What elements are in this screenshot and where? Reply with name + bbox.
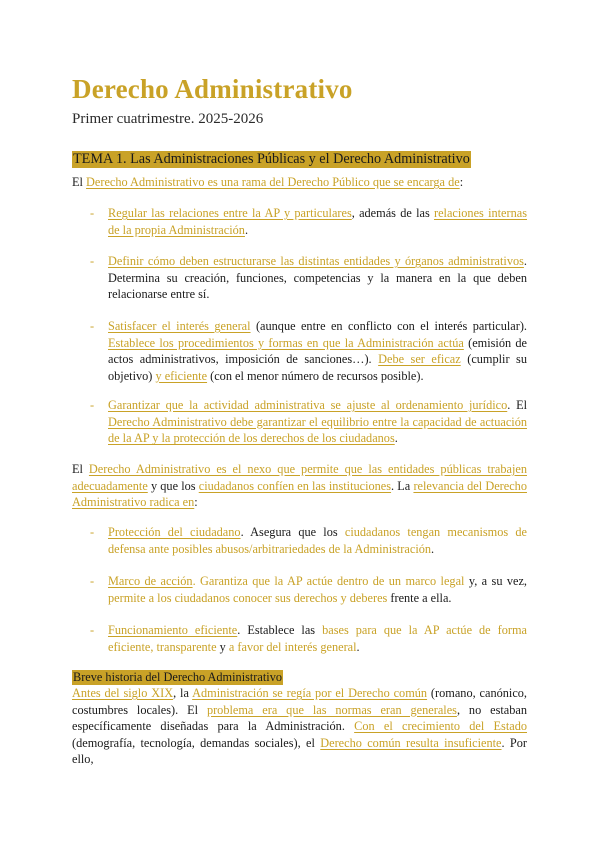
nexo-paragraph: El Derecho Administrativo es el nexo que permite que las entidades públicas trabajen adecuadamente y que los ciudadanos confíen en las instituciones. La relevancia del Derecho Administrativo radica en: [72,462,527,510]
list-item-funcionamiento: - Funcionamiento eficiente. Establece las bases para que la AP actúe de forma eficiente, transparente y a favor del interés general. [90,623,527,654]
list-item-garantizar: - Garantizar que la actividad administrativa se ajuste al ordenamiento jurídico. El Derecho Administrativo debe garantizar el equilibrio entre la capacidad de actuación de la AP y la protección de los derechos de los ciudadanos. [90,398,527,446]
bullet-dash: - [90,206,95,220]
document-subtitle: Primer cuatrimestre. 2025-2026 [72,111,264,127]
list-item-satisfacer: - Satisfacer el interés general (aunque entre en conflicto con el interés particular). Establece los procedimientos y formas en que la Administración actúa (emisión de actos administrativos, imposición de sanciones…). Debe ser eficaz (cumplir su objetivo) y eficiente (con el menor número de recursos posible). [90,319,527,383]
bullet-dash: - [90,398,95,412]
highlight-text: Derecho Administrativo es una rama del Derecho Público que se encarga de [86,175,460,189]
bullet-dash: - [90,574,95,588]
section-heading-history: Breve historia del Derecho Administrativo [73,670,282,684]
list-item-marco: - Marco de acción. Garantiza que la AP actúe dentro de un marco legal y, a su vez, permite a los ciudadanos conocer sus derechos y deberes frente a ella. [90,574,527,605]
history-paragraph: Antes del siglo XIX, la Administración se regía por el Derecho común (romano, canónico, costumbres locales). El problema era que las normas eran generales, no estaban específicamente diseñadas para la Administración. Con el crecimiento del Estado (demografía, tecnología, demandas sociales), el Derecho común resulta insuficiente. Por ello, [72,686,528,767]
section-heading-tema-1: TEMA 1. Las Administraciones Públicas y el Derecho Administrativo [73,151,470,167]
bullet-dash: - [90,254,95,268]
list-item-definir: - Definir cómo deben estructurarse las distintas entidades y órganos administrativos. Determina su creación, funciones, competencias y la manera en la que deben relacionarse entre sí. [90,254,527,302]
list-item-proteccion: - Protección del ciudadano. Asegura que los ciudadanos tengan mecanismos de defensa ante posibles abusos/arbitrariedades de la Administración. [90,525,527,556]
document-title: Derecho Administrativo [72,74,353,104]
list-item-regular: - Regular las relaciones entre la AP y particulares, además de las relaciones internas de la propia Administración. [90,206,528,237]
bullet-dash: - [90,319,95,333]
intro-paragraph: El Derecho Administrativo es una rama del Derecho Público que se encarga de: [72,175,464,189]
bullet-dash: - [90,525,95,539]
bullet-dash: - [90,623,95,637]
